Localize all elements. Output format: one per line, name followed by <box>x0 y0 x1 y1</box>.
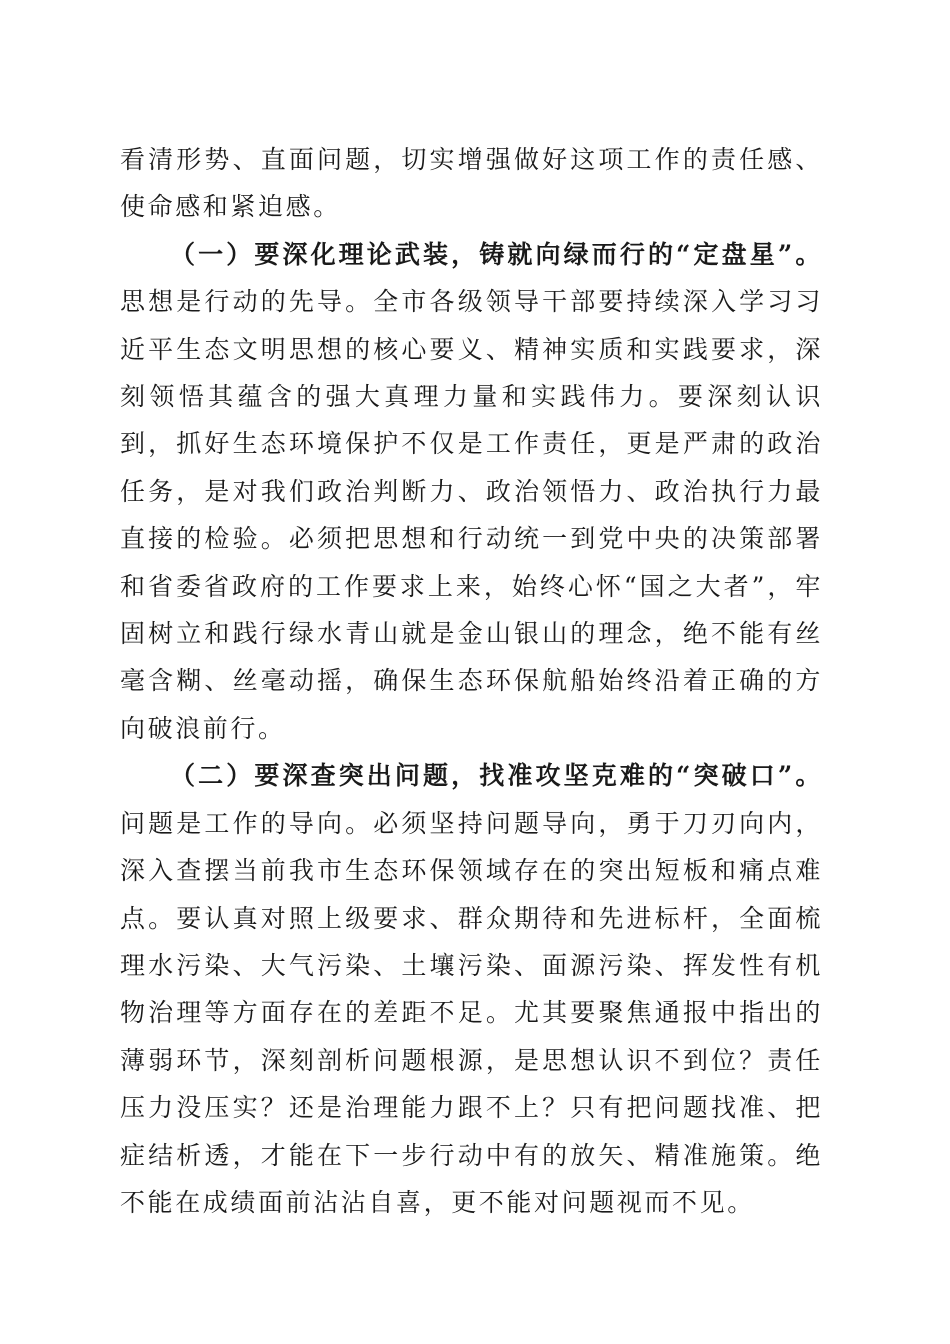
paragraph-section-one <box>120 231 823 752</box>
paragraph-text: 看清形势、直面问题，切实增强做好这项工作的责任感、使命感和紧迫感。 <box>120 145 823 222</box>
section-heading-one: （一）要深化理论武装，铸就向绿而行的“定盘星”。 <box>170 239 823 269</box>
paragraph-text: 思想是行动的先导。全市各级领导干部要持续深入学习习近平生态文明思想的核心要义、精神实质和实践要求，深刻领悟其蕴含的强大真理力量和实践伟力。要深刻认识到，抓好生态环境保护不仅是工作责任，更是严肃的政治任务，是对我们政治判断力、政治领悟力、政治执行力最直接的检验。必须把思想和行动统一到党中央的决策部署和省委省政府的工作要求上来，始终心怀“国之大者”，牢固树立和践行绿水青山就是金山银山的理念，绝不能有丝毫含糊、丝毫动摇，确保生态环保航船始终沿着正确的方向破浪前行。 <box>120 287 823 743</box>
section-heading-two: （二）要深查突出问题，找准攻坚克难的“突破口”。 <box>170 761 823 791</box>
paragraph-continuation <box>120 136 823 231</box>
document-body <box>120 136 823 1226</box>
paragraph-text: 问题是工作的导向。必须坚持问题导向，勇于刀刃向内，深入查摆当前我市生态环保领域存在的突出短板和痛点难点。要认真对照上级要求、群众期待和先进标杆，全面梳理水污染、大气污染、土壤污染、面源污染、挥发性有机物治理等方面存在的差距不足。尤其要聚焦通报中指出的薄弱环节，深刻剖析问题根源，是思想认识不到位？责任压力没压实？还是治理能力跟不上？只有把问题找准、把症结析透，才能在下一步行动中有的放矢、精准施策。绝不能在成绩面前沾沾自喜，更不能对问题视而不见。 <box>120 808 823 1217</box>
paragraph-section-two <box>120 752 823 1226</box>
